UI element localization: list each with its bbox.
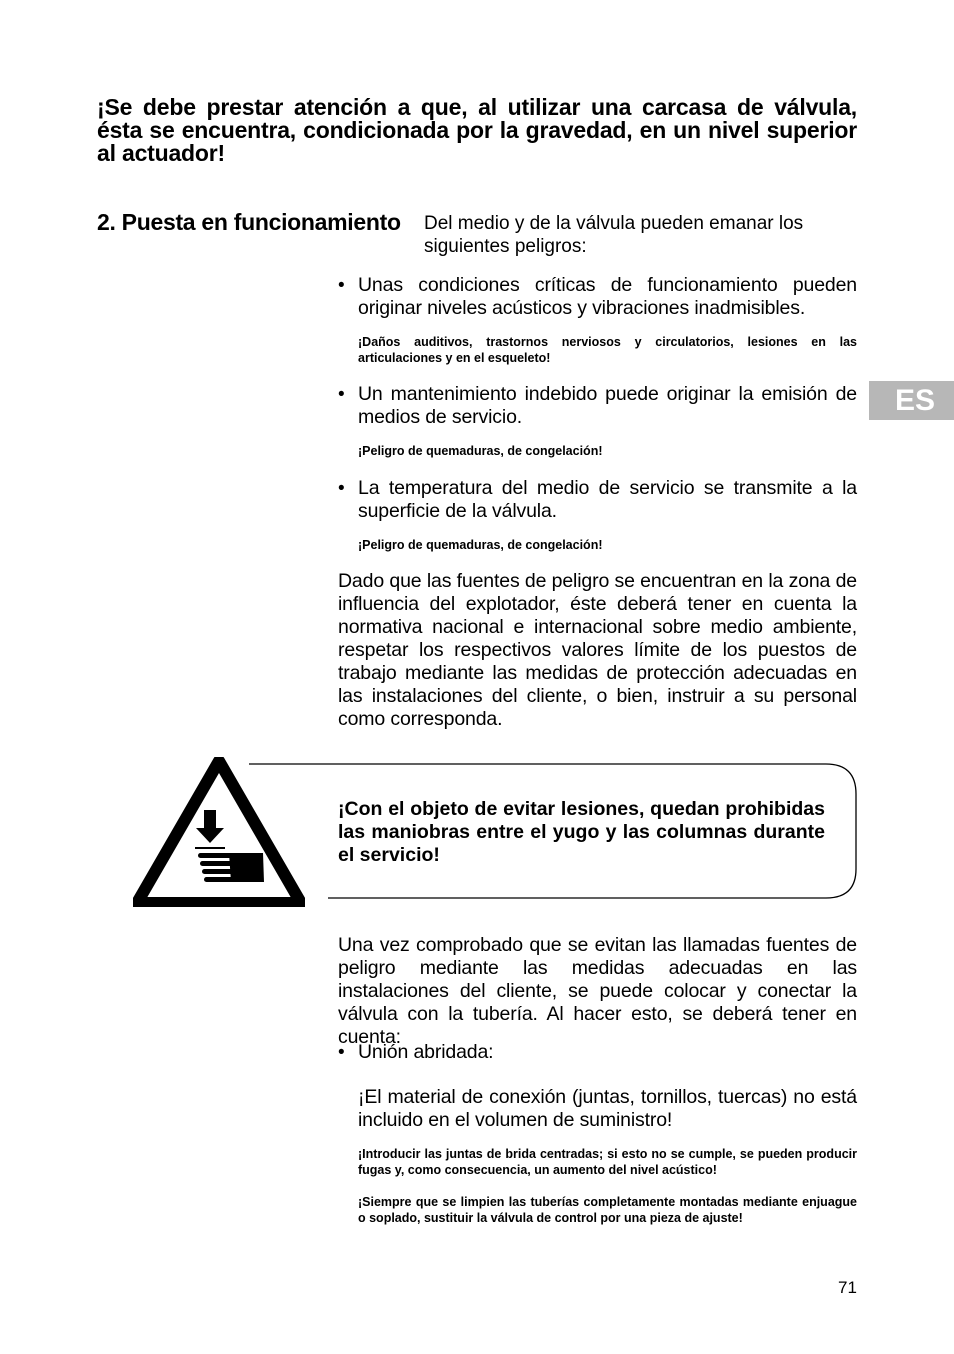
flange-label: Unión abridada: — [358, 1041, 494, 1063]
section-intro: Del medio y de la válvula pueden emanar los siguientes peligros: — [424, 213, 804, 257]
flange-material: ¡El material de conexión (juntas, tornillos, tuercas) no está incluido en el volumen de suministro! — [358, 1086, 857, 1131]
language-tab: ES — [869, 381, 954, 420]
bullet: • — [338, 275, 345, 296]
connection-paragraph: Una vez comprobado que se evitan las llamadas fuentes de peligro mediante las medidas adecuadas en las instalaciones del cliente, se puede colocar y conectar la válvula con la tubería. Al hacer esto, se deberá tener en cuenta: — [338, 934, 857, 1048]
operator-paragraph: Dado que las fuentes de peligro se encuentran en la zona de influencia del explotador, éste deberá tener en cuenta la normativa nacional e internacional sobre medio ambiente, respetar los respectivos valores límite de los puestos de trabajo mediante las medidas de protección adecuadas en las instalaciones del cliente, o bien, instruir a su personal como corresponda. — [338, 570, 857, 730]
bullet: • — [338, 478, 345, 499]
hazard-item — [338, 383, 857, 429]
hazard-note: ¡Daños auditivos, trastornos nerviosos y circulatorios, lesiones en las articulaciones y en el esqueleto! — [358, 335, 857, 365]
flange-note-2: ¡Siempre que se limpien las tuberías completamente montadas mediante enjuague o soplado, sustituir la válvula de control por una pieza de ajuste! — [358, 1195, 857, 1225]
hazard-text: La temperatura del medio de servicio se transmite a la superficie de la válvula. — [358, 477, 857, 522]
flange-item — [338, 1041, 857, 1064]
hazard-item — [338, 274, 857, 320]
hazard-item — [338, 477, 857, 523]
gravity-warning: ¡Se debe prestar atención a que, al utilizar una carcasa de válvula, ésta se encuentra, condicionada por la gravedad, en un nivel superior al actuador! — [97, 94, 857, 166]
warning-box-text: ¡Con el objeto de evitar lesiones, quedan prohibidas las maniobras entre el yugo y las columnas durante el servicio! — [338, 798, 825, 866]
page-number: 71 — [838, 1278, 857, 1297]
section-title: 2. Puesta en funcionamiento — [97, 209, 401, 235]
hazard-text: Unas condiciones críticas de funcionamiento pueden originar niveles acústicos y vibraciones inadmisibles. — [358, 274, 857, 319]
flange-note-1: ¡Introducir las juntas de brida centradas; si esto no se cumple, se pueden producir fugas y, como consecuencia, un aumento del nivel acústico! — [358, 1147, 857, 1177]
bullet: • — [338, 384, 345, 405]
hazard-note: ¡Peligro de quemaduras, de congelación! — [358, 538, 603, 552]
bullet: • — [338, 1042, 345, 1063]
hazard-text: Un mantenimiento indebido puede originar la emisión de medios de servicio. — [358, 383, 857, 428]
hazard-note: ¡Peligro de quemaduras, de congelación! — [358, 444, 603, 458]
